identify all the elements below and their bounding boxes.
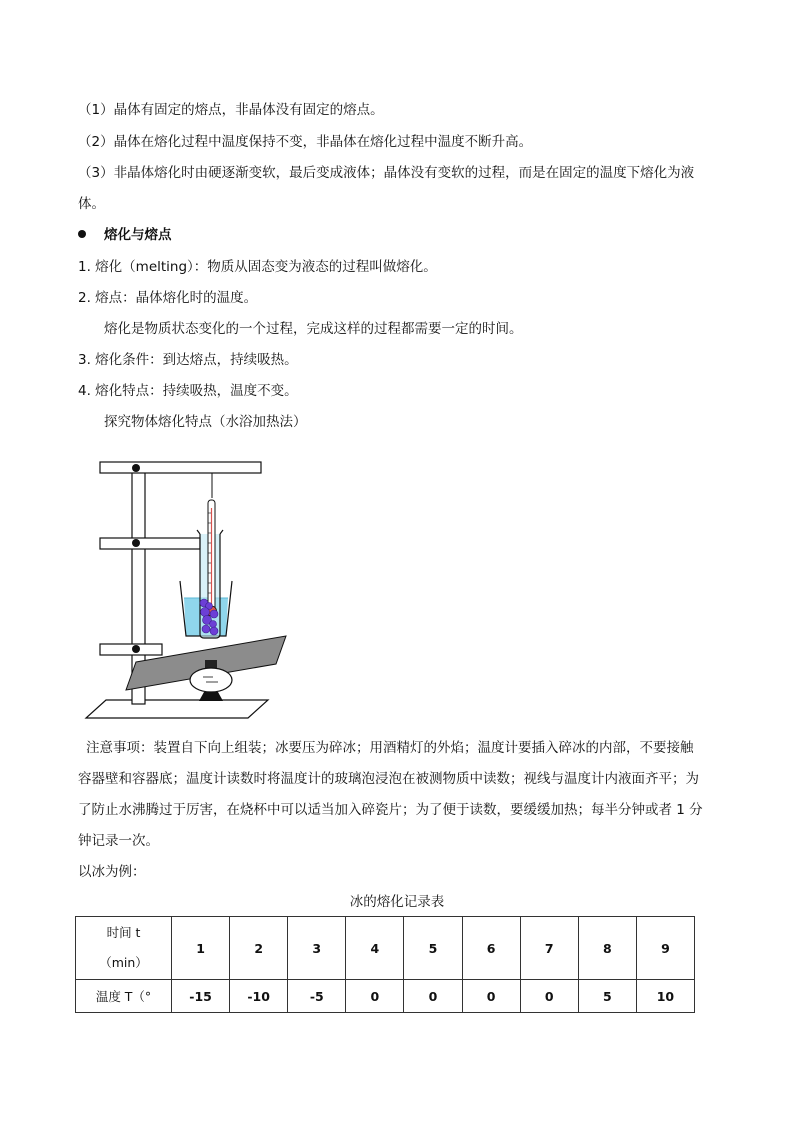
item-melting-feature: 4. 熔化特点：持续吸热，温度不变。 — [78, 383, 298, 399]
water-bath-apparatus-illustration — [80, 448, 300, 722]
notes-line-1: 注意事项：装置自下向上组装；冰要压为碎冰；用酒精灯的外焰；温度计要插入碎冰的内部，不要接触 — [86, 740, 694, 756]
time-cell: 7 — [520, 917, 578, 980]
time-cell: 6 — [462, 917, 520, 980]
temperature-cell: 5 — [578, 980, 636, 1013]
crystal-point-1: （1）晶体有固定的熔点，非晶体没有固定的熔点。 — [78, 102, 384, 118]
item-melting-condition: 3. 熔化条件：到达熔点，持续吸热。 — [78, 352, 298, 368]
temperature-cell: 0 — [404, 980, 462, 1013]
time-header-label: 时间 t — [106, 925, 141, 940]
crystal-point-3: （3）非晶体熔化时由硬逐渐变软，最后变成液体；晶体没有变软的过程，而是在固定的温度下熔化为液 — [78, 165, 695, 181]
time-cell: 1 — [172, 917, 230, 980]
bullet-icon — [78, 230, 86, 238]
time-cell: 3 — [288, 917, 346, 980]
temperature-cell: -15 — [172, 980, 230, 1013]
table-row-time — [76, 917, 695, 980]
temperature-cell: -5 — [288, 980, 346, 1013]
temperature-cell: 0 — [462, 980, 520, 1013]
crystal-point-2: （2）晶体在熔化过程中温度保持不变，非晶体在熔化过程中温度不断升高。 — [78, 134, 533, 150]
temperature-cell: 0 — [346, 980, 404, 1013]
notes-line-4: 钟记录一次。 — [78, 833, 159, 849]
table-row-temperature — [76, 980, 695, 1013]
item-melting-point: 2. 熔点：晶体熔化时的温度。 — [78, 290, 258, 306]
crystal-point-3-cont: 体。 — [78, 196, 105, 212]
example-label: 以冰为例： — [78, 864, 146, 880]
temperature-header-cell: 温度 T（° — [76, 980, 172, 1013]
item-melting-process: 熔化是物质状态变化的一个过程，完成这样的过程都需要一定的时间。 — [104, 321, 523, 337]
time-cell: 9 — [636, 917, 694, 980]
time-cell: 5 — [404, 917, 462, 980]
time-cell: 8 — [578, 917, 636, 980]
temperature-cell: 0 — [520, 980, 578, 1013]
section-title: 熔化与熔点 — [104, 227, 172, 243]
table-caption: 冰的熔化记录表 — [349, 894, 445, 910]
time-cell: 2 — [230, 917, 288, 980]
notes-line-2: 容器壁和容器底；温度计读数时将温度计的玻璃泡浸泡在被测物质中读数；视线与温度计内液面齐平；为 — [78, 771, 699, 787]
time-header-unit: （min） — [99, 955, 148, 970]
time-cell: 4 — [346, 917, 404, 980]
ice-melting-record-table — [75, 916, 695, 1013]
temperature-cell: -10 — [230, 980, 288, 1013]
item-melting-definition: 1. 熔化（melting）：物质从固态变为液态的过程叫做熔化。 — [78, 259, 437, 275]
temperature-cell: 10 — [636, 980, 694, 1013]
experiment-title: 探究物体熔化特点（水浴加热法） — [104, 414, 307, 430]
time-header-cell — [76, 917, 172, 980]
notes-line-3: 了防止水沸腾过于厉害，在烧杯中可以适当加入碎瓷片；为了便于读数，要缓缓加热；每半分钟或者 1 分 — [78, 802, 703, 818]
